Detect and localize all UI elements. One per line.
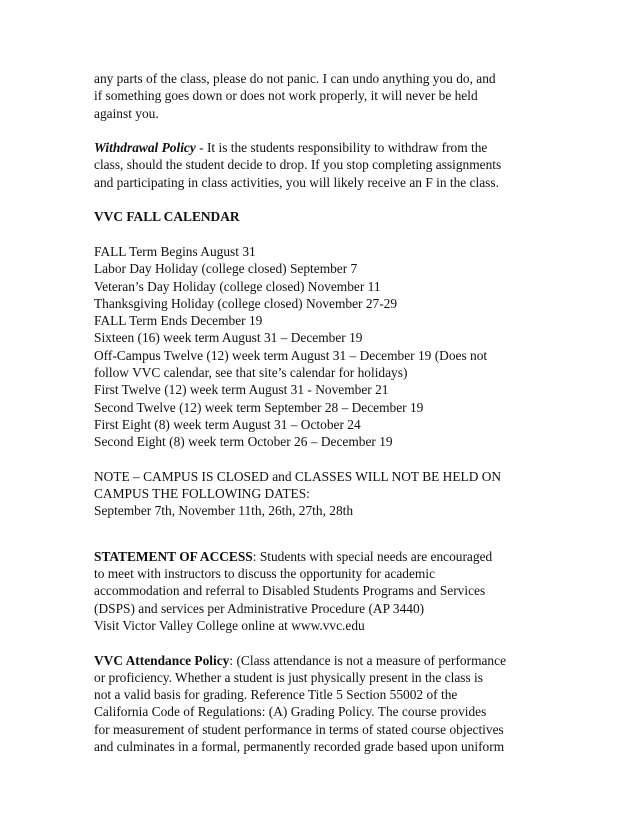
calendar-item: follow VVC calendar, see that site’s calendar for holidays) (94, 365, 408, 381)
access-line: Visit Victor Valley College online at www.vvc.edu (94, 617, 365, 633)
access-line: (DSPS) and services per Administrative Procedure (AP 3440) (94, 600, 425, 616)
calendar-item: FALL Term Ends December 19 (94, 313, 263, 329)
calendar-item: Sixteen (16) week term August 31 – December 19 (94, 330, 363, 346)
access-line: to meet with instructors to discuss the opportunity for academic (94, 566, 436, 582)
document-page (94, 70, 554, 755)
access-text: : Students with special needs are encouraged (252, 548, 493, 564)
note-line: September 7th, November 11th, 26th, 27th, 28th (94, 503, 354, 519)
attendance-heading: VVC Attendance Policy (94, 652, 230, 668)
attendance-first-line (94, 652, 554, 669)
campus-closed-note (94, 468, 554, 520)
attendance-line: not a valid basis for grading. Reference Title 5 Section 55002 of the (94, 687, 458, 703)
calendar-item: FALL Term Begins August 31 (94, 243, 256, 259)
note-line: NOTE – CAMPUS IS CLOSED and CLASSES WILL NOT BE HELD ON (94, 468, 502, 484)
calendar-list (94, 243, 554, 451)
calendar-item: First Twelve (12) week term August 31 - November 21 (94, 382, 389, 398)
intro-line: against you. (94, 105, 159, 121)
note-line: CAMPUS THE FOLLOWING DATES: (94, 486, 310, 502)
withdrawal-policy-heading: Withdrawal Policy (94, 140, 196, 156)
withdrawal-first-line (94, 139, 554, 156)
calendar-item: Veteran’s Day Holiday (college closed) November 11 (94, 278, 381, 294)
access-first-line (94, 548, 554, 565)
calendar-item: Labor Day Holiday (college closed) September 7 (94, 261, 358, 277)
access-line: accommodation and referral to Disabled Students Programs and Services (94, 583, 486, 599)
statement-of-access-paragraph (94, 548, 554, 634)
attendance-line: and culminates in a formal, permanently recorded grade based upon uniform (94, 738, 505, 754)
attendance-line: or proficiency. Whether a student is just physically present in the class is (94, 669, 483, 685)
access-heading: STATEMENT OF ACCESS (94, 548, 253, 564)
attendance-line: for measurement of student performance in terms of stated course objectives (94, 721, 504, 737)
attendance-text: : (Class attendance is not a measure of performance (229, 652, 507, 668)
calendar-item: Thanksgiving Holiday (college closed) November 27-29 (94, 295, 398, 311)
intro-line: any parts of the class, please do not panic. I can undo anything you do, and (94, 71, 496, 86)
calendar-heading (94, 208, 554, 225)
withdrawal-line: class, should the student decide to drop. If you stop completing assignments (94, 157, 502, 173)
attendance-policy-paragraph (94, 652, 554, 756)
calendar-item: Second Eight (8) week term October 26 – December 19 (94, 434, 393, 450)
calendar-heading-text: VVC FALL CALENDAR (94, 209, 240, 225)
calendar-item: Off-Campus Twelve (12) week term August 31 – December 19 (Does not (94, 347, 488, 363)
calendar-item: First Eight (8) week term August 31 – October 24 (94, 416, 361, 432)
intro-paragraph (94, 70, 554, 122)
attendance-line: California Code of Regulations: (A) Grading Policy. The course provides (94, 704, 487, 720)
withdrawal-text: - It is the students responsibility to withdraw from the (195, 140, 488, 156)
withdrawal-policy-paragraph (94, 139, 554, 191)
intro-line: if something goes down or does not work properly, it will never be held (94, 88, 478, 104)
withdrawal-line: and participating in class activities, you will likely receive an F in the class. (94, 174, 499, 190)
calendar-item: Second Twelve (12) week term September 28 – December 19 (94, 399, 424, 415)
